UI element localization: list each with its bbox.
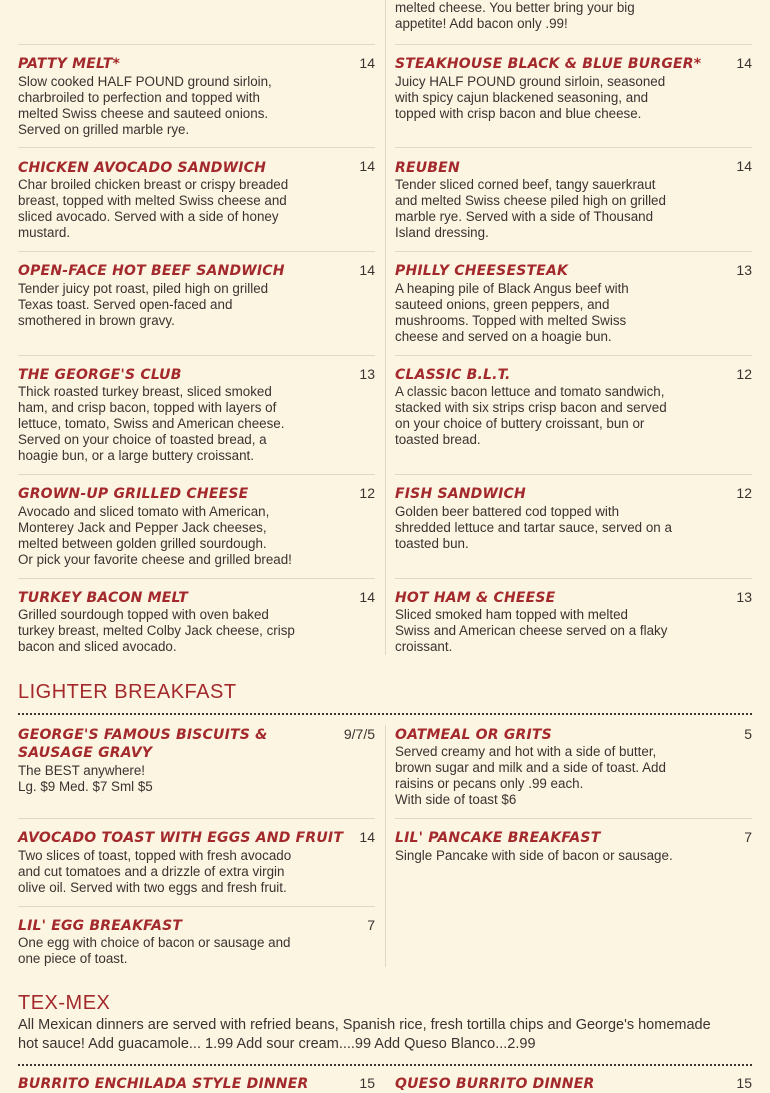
item-price: 14	[359, 55, 375, 71]
item-name-fish-sandwich: FISH SANDWICH	[395, 486, 526, 502]
item-price: 9/7/5	[343, 726, 375, 742]
item-price: 15	[359, 1075, 375, 1091]
item-name-turkey-bacon-melt: TURKEY BACON MELT	[18, 590, 189, 606]
item-price: 5	[744, 726, 752, 742]
item-desc: Juicy HALF POUND ground sirloin, seasoned with spicy cajun blackened seasoning, and topped with crisp bacon and blue cheese.	[395, 74, 666, 121]
item-price: 7	[744, 829, 752, 845]
item-price: 12	[736, 366, 752, 382]
item-desc: The BEST anywhere! Lg. $9 Med. $7 Sml $5	[18, 763, 153, 794]
item-desc: A heaping pile of Black Angus beef with sauteed onions, green peppers, and mushrooms. Topped with melted Swiss cheese and served on a hoagie bun.	[395, 281, 629, 344]
section-note: All Mexican dinners are served with refried beans, Spanish rice, fresh tortilla chips and George's homemade hot sauce! Add guacamole... 1.99 Add sour cream....99 Add Queso Blanco...2.99	[18, 1017, 711, 1052]
item-desc: Tender sliced corned beef, tangy sauerkraut and melted Swiss cheese piled high on grilled marble rye. Served with a side of Thousand Island dressing.	[395, 177, 666, 240]
item-name-avocado-toast: AVOCADO TOAST WITH EGGS AND FRUIT	[18, 830, 344, 846]
item-desc: One egg with choice of bacon or sausage and one piece of toast.	[18, 935, 291, 966]
item-name-philly: PHILLY CHEESESTEAK	[395, 263, 569, 279]
item-desc: Served creamy and hot with a side of butter, brown sugar and milk and a side of toast. Add raisins or pecans only .99 each. With side of toast $6	[395, 744, 666, 807]
item-price: 14	[359, 262, 375, 278]
item-desc: Single Pancake with side of bacon or sausage.	[395, 848, 673, 863]
item-price: 12	[736, 485, 752, 501]
item-name-lil-egg: LIL' EGG BREAKFAST	[18, 918, 183, 934]
divider	[18, 818, 375, 819]
item-name-patty-melt: PATTY MELT*	[18, 56, 121, 72]
item-name-georges-club: THE GEORGE'S CLUB	[18, 367, 182, 383]
top-fragment-desc: melted cheese. You better bring your big appetite! Add bacon only .99!	[395, 0, 635, 31]
item-price: 14	[736, 158, 752, 174]
section-dotted-rule	[18, 1064, 752, 1066]
item-price: 13	[736, 589, 752, 605]
divider	[395, 818, 752, 819]
divider	[395, 474, 752, 475]
divider	[18, 906, 375, 907]
item-name-biscuits-gravy: GEORGE'S FAMOUS BISCUITS & SAUSAGE GRAVY	[18, 727, 268, 761]
section-dotted-rule	[18, 713, 752, 715]
item-desc: Tender juicy pot roast, piled high on grilled Texas toast. Served open-faced and smothered in brown gravy.	[18, 281, 269, 328]
item-name-hot-ham-cheese: HOT HAM & CHEESE	[395, 590, 556, 606]
item-name-queso-burrito: QUESO BURRITO DINNER	[395, 1076, 595, 1092]
item-desc: Avocado and sliced tomato with American, Monterey Jack and Pepper Jack cheeses, melted between golden grilled sourdough. Or pick your favorite cheese and grilled bread!	[18, 504, 292, 567]
item-desc: Char broiled chicken breast or crispy breaded breast, topped with melted Swiss cheese and sliced avocado. Served with a side of honey mustard.	[18, 177, 289, 240]
item-price: 14	[736, 55, 752, 71]
item-price: 13	[736, 262, 752, 278]
item-price: 14	[359, 158, 375, 174]
divider	[18, 578, 375, 579]
divider	[18, 474, 375, 475]
section-heading-tex-mex: TEX-MEX	[18, 992, 111, 1014]
divider	[395, 578, 752, 579]
divider	[18, 44, 375, 45]
item-name-oatmeal-grits: OATMEAL OR GRITS	[395, 727, 552, 743]
item-desc: A classic bacon lettuce and tomato sandwich, stacked with six strips crisp bacon and served on your choice of buttery croissant, bun or toasted bread.	[395, 384, 667, 447]
divider	[395, 147, 752, 148]
divider	[395, 251, 752, 252]
divider	[395, 355, 752, 356]
item-name-blt: CLASSIC B.L.T.	[395, 367, 511, 383]
item-name-grilled-cheese: GROWN-UP GRILLED CHEESE	[18, 486, 249, 502]
item-name-lil-pancake: LIL' PANCAKE BREAKFAST	[395, 830, 601, 846]
item-name-burrito-enchilada: BURRITO ENCHILADA STYLE DINNER	[18, 1076, 309, 1092]
item-desc: Golden beer battered cod topped with shredded lettuce and tartar sauce, served on a toasted bun.	[395, 504, 672, 551]
item-name-chicken-avocado: CHICKEN AVOCADO SANDWICH	[18, 160, 267, 176]
column-divider	[385, 0, 386, 655]
item-price: 13	[359, 366, 375, 382]
divider	[18, 147, 375, 148]
column-divider	[385, 725, 386, 967]
item-desc: Sliced smoked ham topped with melted Swiss and American cheese served on a flaky croissant.	[395, 607, 668, 654]
item-name-black-blue-burger: STEAKHOUSE BLACK & BLUE BURGER*	[395, 56, 702, 72]
divider	[18, 251, 375, 252]
item-desc: Grilled sourdough topped with oven baked turkey breast, melted Colby Jack cheese, crisp bacon and sliced avocado.	[18, 607, 295, 654]
item-desc: Two slices of toast, topped with fresh avocado and cut tomatoes and a drizzle of extra virgin olive oil. Served with two eggs and fresh fruit.	[18, 848, 292, 895]
item-name-reuben: REUBEN	[395, 160, 460, 176]
section-heading-lighter-breakfast: LIGHTER BREAKFAST	[18, 681, 237, 703]
item-price: 7	[367, 917, 375, 933]
item-price: 14	[359, 829, 375, 845]
item-desc: Slow cooked HALF POUND ground sirloin, charbroiled to perfection and topped with melted Swiss cheese and sauteed onions. Served on grilled marble rye.	[18, 74, 272, 137]
item-price: 15	[736, 1075, 752, 1091]
divider	[395, 44, 752, 45]
item-price: 12	[359, 485, 375, 501]
item-name-hot-beef: OPEN-FACE HOT BEEF SANDWICH	[18, 263, 285, 279]
item-price: 14	[359, 589, 375, 605]
item-desc: Thick roasted turkey breast, sliced smoked ham, and crisp bacon, topped with layers of lettuce, tomato, Swiss and American cheese. Served on your choice of toasted bread, a hoagie bun, or a large buttery croissant.	[18, 384, 285, 463]
divider	[18, 355, 375, 356]
